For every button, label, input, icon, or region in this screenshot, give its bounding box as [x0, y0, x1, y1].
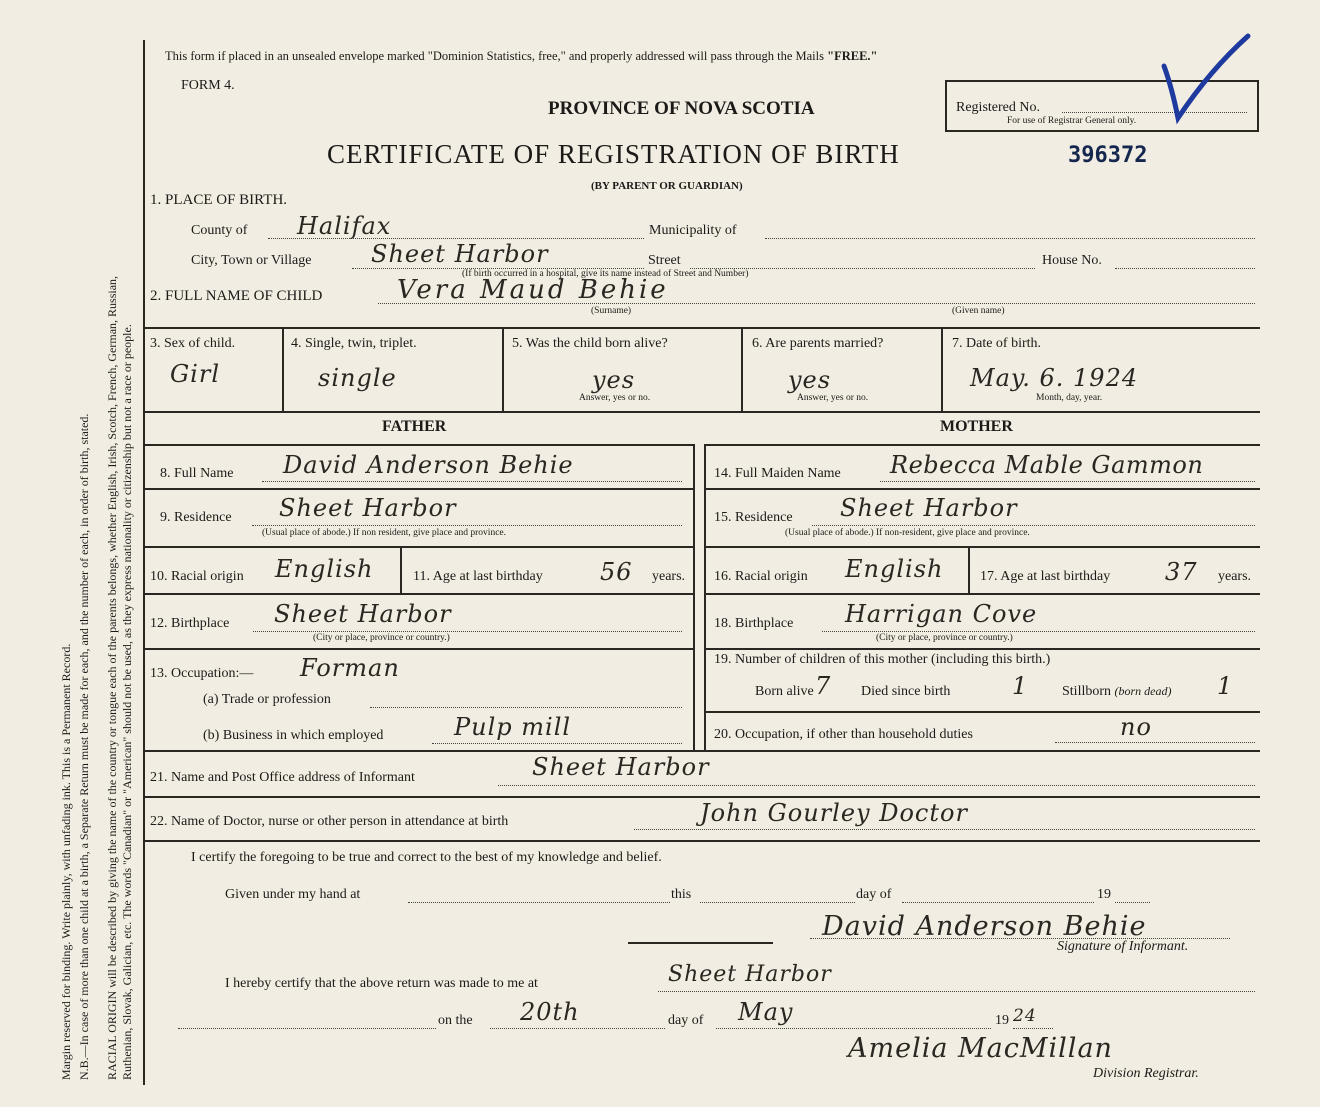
- doctor-label: 22. Name of Doctor, nurse or other person in attendance at birth: [150, 814, 509, 829]
- margin-note-racial-origin-2: Ruthenian, Slovak, Galician, etc. The words "Canadian" or "American" should not be used, as they express nationality or citizenship but not a race or people.: [120, 324, 134, 1080]
- born-alive-value: yes: [592, 366, 636, 394]
- registrar-day-of-label: day of: [668, 1013, 704, 1028]
- father-racial-divider: [400, 546, 402, 593]
- mother-residence-value: Sheet Harbor: [840, 494, 1018, 522]
- father-birthplace-value: Sheet Harbor: [274, 600, 452, 628]
- mother-years-label: years.: [1218, 569, 1252, 584]
- mother-birthplace-label: 18. Birthplace: [714, 616, 794, 631]
- county-label: County of: [191, 223, 248, 238]
- postal-note: [165, 50, 877, 63]
- given-under-hand-label: Given under my hand at: [225, 887, 361, 902]
- father-column-right: [693, 444, 695, 750]
- row-3-top-rule: [143, 327, 1260, 329]
- row-3-divider-3: [741, 327, 743, 411]
- registrar-place-value: Sheet Harbor: [668, 962, 832, 987]
- mother-row-18-rule: [705, 648, 1260, 650]
- parents-married-note: Answer, yes or no.: [797, 393, 869, 403]
- mother-racial-value: English: [845, 555, 944, 583]
- registrar-month-value: May: [738, 998, 794, 1026]
- father-residence-value: Sheet Harbor: [279, 494, 457, 522]
- informant-label: 21. Name and Post Office address of Informant: [150, 770, 415, 785]
- city-value: Sheet Harbor: [371, 240, 549, 268]
- mother-racial-divider: [968, 546, 970, 593]
- born-alive-count-label: Born alive: [755, 684, 814, 699]
- father-racial-label: 10. Racial origin: [150, 569, 244, 584]
- father-row-9-rule: [143, 546, 693, 548]
- mother-row-14-rule: [705, 488, 1260, 490]
- sex-value: Girl: [170, 360, 220, 388]
- city-label: City, Town or Village: [191, 253, 312, 268]
- mother-occupation-value: no: [1120, 713, 1152, 741]
- doctor-value: John Gourley Doctor: [700, 799, 968, 827]
- stillborn-note: (born dead): [1114, 684, 1172, 698]
- registrar-place-line: [658, 991, 1255, 992]
- plurality-value: single: [318, 364, 397, 392]
- business-line: [432, 743, 682, 744]
- margin-note-racial-origin: RACIAL ORIGIN will be described by giving the name of the country or tongue each of the parents belongs, whether English, Irish, Scotch, French, German, Russian,: [105, 275, 119, 1080]
- registrar-day-line: [490, 1028, 665, 1029]
- given-year-line: [1115, 902, 1150, 903]
- municipality-line: [765, 238, 1255, 239]
- father-residence-line: [252, 525, 682, 526]
- father-row-10-rule: [143, 593, 693, 595]
- mother-birthplace-line: [822, 631, 1255, 632]
- check-mark-icon: [1150, 30, 1260, 125]
- informant-line: [498, 785, 1255, 786]
- mother-name-value: Rebecca Mable Gammon: [890, 451, 1204, 479]
- certification-statement: I certify the foregoing to be true and correct to the best of my knowledge and belief.: [191, 850, 662, 865]
- stillborn-label: [1062, 685, 1172, 699]
- mother-name-line: [880, 481, 1255, 482]
- row-3-divider-2: [502, 327, 504, 411]
- margin-note-multiple-births: N.B.—In case of more than one child at a birth, a Separate Return must be made for each, and the number of each, in order of birth, stated.: [77, 413, 91, 1080]
- registrar-year-value: 24: [1013, 1006, 1037, 1026]
- registrar-month-line: [716, 1028, 991, 1029]
- father-abode-note: (Usual place of abode.) If non resident, give place and province.: [262, 528, 506, 538]
- doctor-top-rule: [143, 796, 1260, 798]
- informant-signature-label: Signature of Informant.: [1057, 939, 1189, 954]
- province-heading: PROVINCE OF NOVA SCOTIA: [548, 98, 815, 119]
- this-day-line: [700, 902, 855, 903]
- father-name-value: David Anderson Behie: [283, 451, 574, 479]
- informant-top-rule: [143, 750, 1260, 752]
- stillborn-label-text: Stillborn: [1062, 684, 1112, 699]
- born-alive-count-value: 7: [815, 672, 832, 700]
- registrar-year-line: [1013, 1028, 1053, 1029]
- separator-rule: [628, 942, 773, 944]
- father-racial-value: English: [275, 555, 374, 583]
- given-year-prefix: 19: [1097, 887, 1111, 902]
- father-name-label: 8. Full Name: [160, 466, 234, 481]
- postal-note-text: This form if placed in an unsealed envelope marked "Dominion Statistics, free," and properly addressed will pass through the Mails: [165, 49, 824, 63]
- mother-birthplace-value: Harrigan Cove: [845, 600, 1038, 628]
- born-alive-label: 5. Was the child born alive?: [512, 336, 668, 351]
- business-label: (b) Business in which employed: [203, 728, 384, 743]
- mother-row-19-rule: [705, 711, 1260, 713]
- sex-label: 3. Sex of child.: [150, 336, 236, 351]
- father-occupation-label: 13. Occupation:—: [150, 666, 254, 681]
- certificate-number: 396372: [1068, 143, 1148, 168]
- county-value: Halifax: [297, 212, 392, 240]
- mother-occupation-line: [1055, 742, 1255, 743]
- mother-racial-label: 16. Racial origin: [714, 569, 808, 584]
- mother-row-15-rule: [705, 546, 1260, 548]
- registrar-signature: Amelia MacMillan: [848, 1033, 1113, 1064]
- street-label: Street: [648, 253, 681, 268]
- date-of-birth-value: May. 6. 1924: [970, 364, 1139, 392]
- father-row-12-rule: [143, 648, 693, 650]
- house-number-line: [1115, 268, 1255, 269]
- father-birthplace-note: (City or place, province or country.): [313, 633, 450, 643]
- given-name-caption: (Given name): [952, 306, 1005, 316]
- registrar-prefix-line: [178, 1028, 436, 1029]
- doctor-line: [634, 829, 1255, 830]
- margin-note-binding: Margin reserved for binding. Write plainly, with unfading ink. This is a Permanent Record.: [59, 643, 73, 1080]
- certification-top-rule: [143, 840, 1260, 842]
- parents-married-value: yes: [788, 366, 832, 394]
- father-birthplace-label: 12. Birthplace: [150, 616, 230, 631]
- registrar-statement: I hereby certify that the above return was made to me at: [225, 976, 538, 991]
- postal-note-free: "FREE.": [827, 49, 878, 63]
- father-years-label: years.: [652, 569, 686, 584]
- certificate-title: CERTIFICATE OF REGISTRATION OF BIRTH: [327, 139, 900, 169]
- place-of-birth-heading: 1. PLACE OF BIRTH.: [150, 192, 288, 208]
- house-number-label: House No.: [1042, 253, 1102, 268]
- mother-age-value: 37: [1165, 558, 1198, 586]
- parents-top-rule: [143, 411, 1260, 413]
- day-of-label: day of: [856, 887, 892, 902]
- row-3-divider-1: [282, 327, 284, 411]
- father-heading-rule: [143, 444, 693, 446]
- this-label: this: [671, 887, 692, 902]
- child-name-label: 2. FULL NAME OF CHILD: [150, 288, 323, 304]
- mother-heading: MOTHER: [940, 418, 1013, 435]
- mother-residence-line: [812, 525, 1255, 526]
- child-name-value: Vera Maud Behie: [397, 275, 669, 305]
- row-3-divider-4: [941, 327, 943, 411]
- registered-number-note: For use of Registrar General only.: [1007, 116, 1137, 126]
- informant-signature: David Anderson Behie: [822, 911, 1147, 942]
- form-left-border: [143, 40, 145, 1085]
- trade-label: (a) Trade or profession: [203, 692, 331, 707]
- father-name-line: [262, 481, 682, 482]
- registrar-day-value: 20th: [520, 998, 580, 1026]
- mother-birthplace-note: (City or place, province or country.): [876, 633, 1013, 643]
- parents-married-label: 6. Are parents married?: [752, 336, 884, 351]
- stillborn-value: 1: [1217, 672, 1234, 700]
- mother-occupation-label: 20. Occupation, if other than household duties: [714, 727, 973, 742]
- father-row-8-rule: [143, 488, 693, 490]
- mother-age-label: 17. Age at last birthday: [980, 569, 1111, 584]
- registered-number-label: Registered No.: [956, 100, 1040, 115]
- date-of-birth-label: 7. Date of birth.: [952, 336, 1042, 351]
- given-place-line: [408, 902, 670, 903]
- father-heading: FATHER: [382, 418, 447, 435]
- father-residence-label: 9. Residence: [160, 510, 232, 525]
- business-value: Pulp mill: [454, 713, 572, 741]
- hospital-note: (If birth occurred in a hospital, give its name instead of Street and Number): [462, 269, 749, 279]
- date-of-birth-note: Month, day, year.: [1036, 393, 1103, 403]
- surname-caption: (Surname): [591, 306, 632, 316]
- father-age-value: 56: [600, 558, 633, 586]
- born-alive-note: Answer, yes or no.: [579, 393, 651, 403]
- mother-residence-label: 15. Residence: [714, 510, 793, 525]
- mother-heading-rule: [705, 444, 1260, 446]
- municipality-label: Municipality of: [649, 223, 737, 238]
- mother-name-label: 14. Full Maiden Name: [714, 466, 841, 481]
- on-the-label: on the: [438, 1013, 473, 1028]
- informant-value: Sheet Harbor: [532, 753, 710, 781]
- died-since-birth-value: 1: [1012, 672, 1029, 700]
- mother-row-16-rule: [705, 593, 1260, 595]
- plurality-label: 4. Single, twin, triplet.: [291, 336, 417, 351]
- form-number: FORM 4.: [181, 78, 235, 93]
- died-since-birth-label: Died since birth: [861, 684, 951, 699]
- given-month-line: [902, 902, 1094, 903]
- trade-line: [370, 707, 682, 708]
- father-occupation-value: Forman: [300, 654, 400, 682]
- father-birthplace-line: [253, 631, 682, 632]
- mother-abode-note: (Usual place of abode.) If non-resident, give place and province.: [785, 528, 1030, 538]
- registrar-year-prefix: 19: [995, 1013, 1009, 1028]
- certificate-subtitle: (BY PARENT OR GUARDIAN): [591, 180, 743, 192]
- father-age-label: 11. Age at last birthday: [413, 569, 543, 584]
- children-count-label: 19. Number of children of this mother (including this birth.): [714, 652, 1051, 667]
- division-registrar-label: Division Registrar.: [1093, 1066, 1199, 1081]
